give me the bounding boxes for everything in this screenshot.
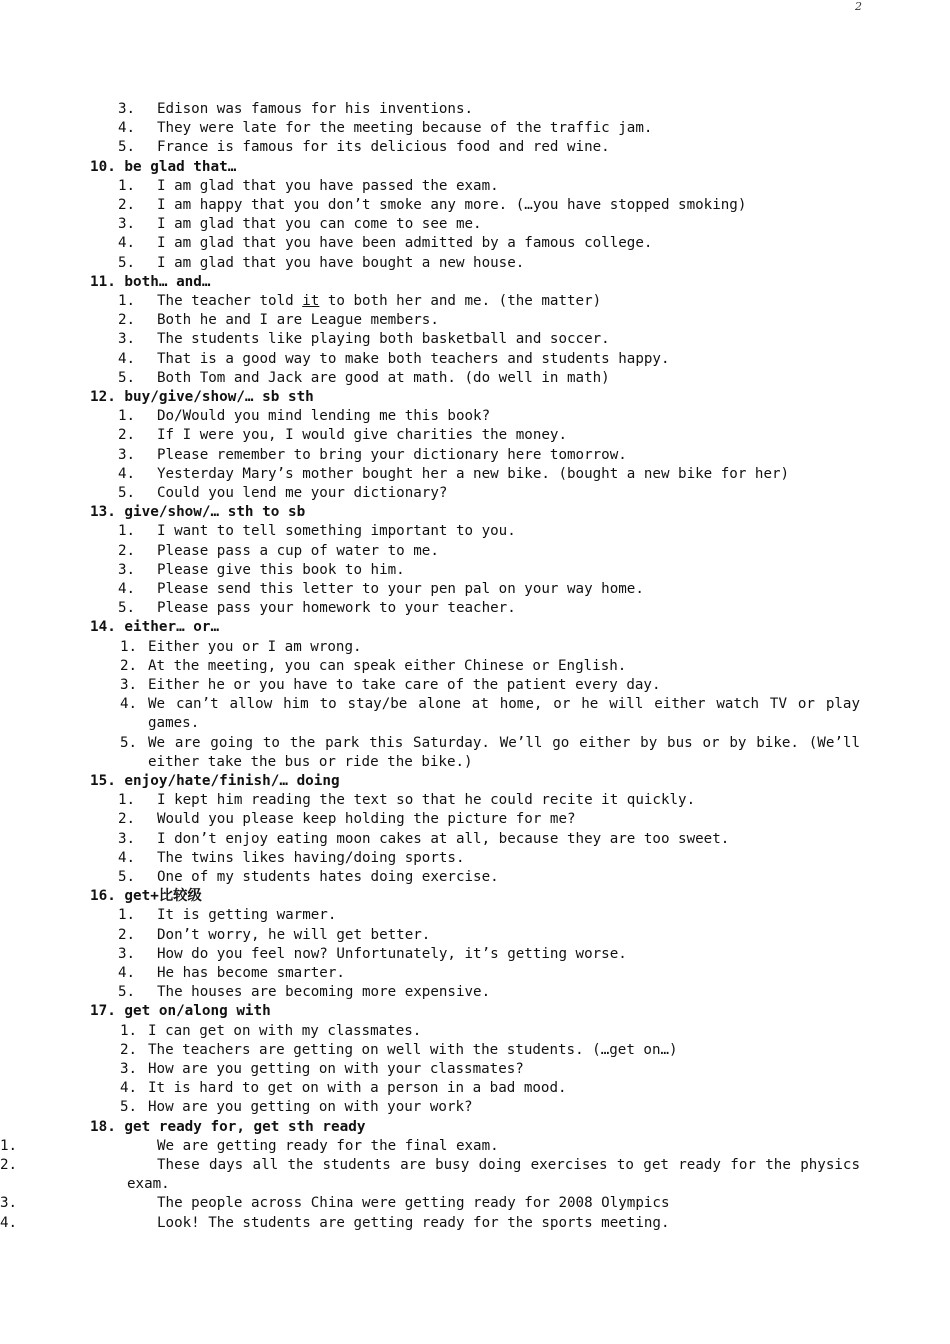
item-number: 1.: [118, 907, 136, 924]
sentence-text: I don’t enjoy eating moon cakes at all, because they are too sweet.: [157, 830, 730, 847]
sentence-text: How do you feel now? Unfortunately, it’s getting worse.: [157, 945, 627, 962]
underlined-word: it: [302, 293, 320, 309]
item-number: 5.: [120, 1099, 138, 1116]
list-item: [0, 215, 950, 234]
list-item: [0, 561, 950, 580]
item-number: 3.: [118, 945, 136, 962]
item-number: 3.: [118, 446, 136, 463]
list-item: [0, 695, 950, 733]
sentence-text: Please remember to bring your dictionary here tomorrow.: [157, 446, 627, 463]
item-number: 4.: [0, 1214, 18, 1231]
item-number: 3.: [118, 101, 136, 117]
document-body: [0, 100, 950, 1233]
sentence-text: Please pass a cup of water to me.: [157, 542, 439, 559]
item-number: 2.: [118, 542, 136, 559]
sentence-text: That is a good way to make both teachers and students happy.: [157, 350, 670, 367]
sentence-text: They were late for the meeting because of the traffic jam.: [157, 120, 653, 137]
sentence-text: These days all the students are busy doing exercises to get ready for the physics exam.: [127, 1157, 869, 1193]
list-item: [0, 426, 950, 445]
item-number: 5.: [118, 869, 136, 886]
list-item: [0, 926, 950, 945]
item-number: 4.: [118, 465, 136, 482]
item-number: 1.: [118, 792, 136, 809]
section-heading: 11. both… and…: [90, 273, 211, 290]
item-number: 3.: [118, 331, 136, 348]
list-item: [0, 311, 950, 330]
item-number: 5.: [118, 485, 136, 502]
list-item: [0, 292, 950, 311]
item-number: 1.: [120, 638, 138, 655]
list-item: [0, 254, 950, 273]
item-number: 2.: [118, 197, 136, 213]
list-item: [0, 1098, 950, 1117]
page-number: 2: [855, 0, 862, 13]
sentence-text: Both Tom and Jack are good at math. (do well in math): [157, 369, 610, 386]
example-sentence: [0, 1214, 950, 1233]
sentence-text: The houses are becoming more expensive.: [157, 984, 491, 1001]
section-heading: 14. either… or…: [90, 619, 220, 636]
sentence-text: Please give this book to him.: [157, 561, 405, 578]
item-number: 1.: [118, 408, 136, 425]
sentence-text: Please pass your homework to your teacher.: [157, 600, 516, 617]
item-number: 2.: [118, 312, 136, 329]
example-sentence: [0, 1137, 950, 1156]
item-number: 5.: [118, 600, 136, 617]
sentence-text: Could you lend me your dictionary?: [157, 485, 448, 502]
section-heading: 12. buy/give/show/… sb sth: [90, 389, 314, 406]
item-number: 4.: [118, 350, 136, 367]
list-item: [0, 234, 950, 253]
item-number: 1.: [118, 177, 136, 194]
item-number: 5.: [118, 254, 136, 271]
sentence-text: France is famous for its delicious food and red wine.: [157, 139, 610, 156]
section-heading: 17. get on/along with: [90, 1003, 271, 1020]
sentence-text: Look! The students are getting ready for the sports meeting.: [157, 1214, 670, 1231]
list-item: [0, 138, 950, 157]
item-number: 3.: [118, 216, 136, 233]
sentence-text: At the meeting, you can speak either Chinese or English.: [148, 657, 627, 674]
list-item: [0, 484, 950, 503]
item-number: 4.: [118, 581, 136, 598]
list-item: [0, 830, 950, 849]
sentence-text: Either he or you have to take care of the patient every day.: [148, 677, 661, 694]
item-number: 4.: [118, 235, 136, 252]
item-number: 2.: [118, 811, 136, 828]
list-item: [0, 676, 950, 695]
item-number: 3.: [120, 1061, 138, 1078]
sentence-text: How are you getting on with your classmates?: [148, 1061, 524, 1078]
item-number: 5.: [118, 139, 136, 156]
sentence-text: Both he and I are League members.: [157, 312, 439, 329]
list-item: [0, 1194, 950, 1213]
list-item: [0, 945, 950, 964]
sentence-text: Do/Would you mind lending me this book?: [157, 408, 491, 425]
section-heading: 10. be glad that…: [90, 158, 237, 175]
sentence-text: Don’t worry, he will get better.: [157, 926, 431, 943]
item-number: 4.: [120, 696, 138, 713]
item-number: 3.: [118, 561, 136, 578]
item-number: 2.: [118, 926, 136, 943]
list-item: [0, 542, 950, 561]
item-number: 3.: [0, 1195, 18, 1212]
sentence-text: It is hard to get on with a person in a bad mood.: [148, 1080, 567, 1097]
section-heading: 13. give/show/… sth to sb: [90, 504, 306, 521]
sentence-text: The teachers are getting on well with the students. (…get on…): [148, 1041, 678, 1058]
list-item: [0, 580, 950, 599]
list-item: [0, 465, 950, 484]
item-number: 1.: [118, 293, 136, 309]
list-item: [0, 350, 950, 369]
item-number: 4.: [118, 849, 136, 866]
sentence-text: I am glad that you have bought a new house.: [157, 254, 525, 271]
list-item: [0, 906, 950, 925]
list-item: [0, 599, 950, 618]
list-item: [0, 657, 950, 676]
sentence-text: It is getting warmer.: [157, 907, 337, 924]
list-item: [0, 1079, 950, 1098]
sentence-text: I am glad that you have been admitted by a famous college.: [157, 235, 653, 252]
example-sentence: [0, 1156, 950, 1194]
list-item: [0, 369, 950, 388]
sentence-text: One of my students hates doing exercise.: [157, 869, 499, 886]
item-number: 3.: [118, 830, 136, 847]
sentence-text: I kept him reading the text so that he could recite it quickly.: [157, 792, 696, 809]
item-number: 4.: [120, 1080, 138, 1097]
list-item: [0, 196, 950, 215]
item-number: 2.: [120, 657, 138, 674]
example-sentence: [0, 1194, 950, 1213]
list-item: [0, 1156, 950, 1194]
sentence-text: I am glad that you can come to see me.: [157, 216, 482, 233]
sentence-text: He has become smarter.: [157, 965, 345, 982]
list-item: [0, 177, 950, 196]
list-item: [0, 810, 950, 829]
section-heading: 16. get+比较级: [90, 888, 202, 905]
item-number: 5.: [118, 369, 136, 386]
sentence-text: We are going to the park this Saturday. We’ll go either by bus or by bike. (We’ll either take the bus or ride the bike.): [148, 734, 869, 770]
sentence-text: I am happy that you don’t smoke any more. (…you have stopped smoking): [157, 197, 747, 213]
sentence-part: The teacher told: [157, 293, 303, 309]
item-number: 1.: [120, 1022, 138, 1039]
list-item: [0, 983, 950, 1002]
sentence-text: Either you or I am wrong.: [148, 638, 362, 655]
list-item: [0, 1041, 950, 1060]
list-item: [0, 849, 950, 868]
sentence-text: I am glad that you have passed the exam.: [157, 177, 499, 194]
sentence-text: Yesterday Mary’s mother bought her a new bike. (bought a new bike for her): [157, 465, 790, 482]
item-number: 5.: [118, 984, 136, 1001]
item-number: 4.: [118, 120, 136, 137]
item-number: 2.: [118, 427, 136, 444]
list-item: [0, 1137, 950, 1156]
sentence-text: I want to tell something important to you.: [157, 523, 516, 540]
item-number: 3.: [120, 677, 138, 694]
sentence-text: The students like playing both basketball and soccer.: [157, 331, 610, 348]
item-number: 2.: [120, 1041, 138, 1058]
sentence-text: The people across China were getting ready for 2008 Olympics: [157, 1195, 670, 1212]
list-item: [0, 638, 950, 657]
item-number: 1.: [118, 523, 136, 540]
item-number: 2.: [0, 1157, 18, 1174]
list-item: [0, 330, 950, 349]
list-item: [0, 1022, 950, 1041]
item-number: 4.: [118, 965, 136, 982]
list-item: [0, 868, 950, 887]
list-item: [0, 446, 950, 465]
sentence-text: How are you getting on with your work?: [148, 1099, 473, 1116]
item-number: 1.: [0, 1137, 18, 1154]
list-item: [0, 522, 950, 541]
list-item: [0, 1060, 950, 1079]
sentence-text: Would you please keep holding the picture for me?: [157, 811, 576, 828]
list-item: [0, 964, 950, 983]
sentence-part: to both her and me. (the matter): [319, 293, 602, 309]
list-item: [0, 734, 950, 772]
sentence-text: If I were you, I would give charities the money.: [157, 427, 567, 444]
sentence-text: The twins likes having/doing sports.: [157, 849, 465, 866]
list-item: [0, 100, 950, 119]
list-item: [0, 407, 950, 426]
list-item: [0, 119, 950, 138]
sentence-text: Please send this letter to your pen pal on your way home.: [157, 581, 644, 598]
section-heading: 18. get ready for, get sth ready: [90, 1118, 366, 1135]
item-number: 5.: [120, 734, 138, 751]
section-heading: 15. enjoy/hate/finish/… doing: [90, 773, 340, 790]
sentence-text: Edison was famous for his inventions.: [157, 101, 474, 117]
list-item: [0, 1214, 950, 1233]
sentence-text: We are getting ready for the final exam.: [157, 1137, 499, 1154]
sentence-text: I can get on with my classmates.: [148, 1022, 422, 1039]
sentence-text: We can’t allow him to stay/be alone at home, or he will either watch TV or play games.: [148, 696, 869, 732]
list-item: [0, 791, 950, 810]
